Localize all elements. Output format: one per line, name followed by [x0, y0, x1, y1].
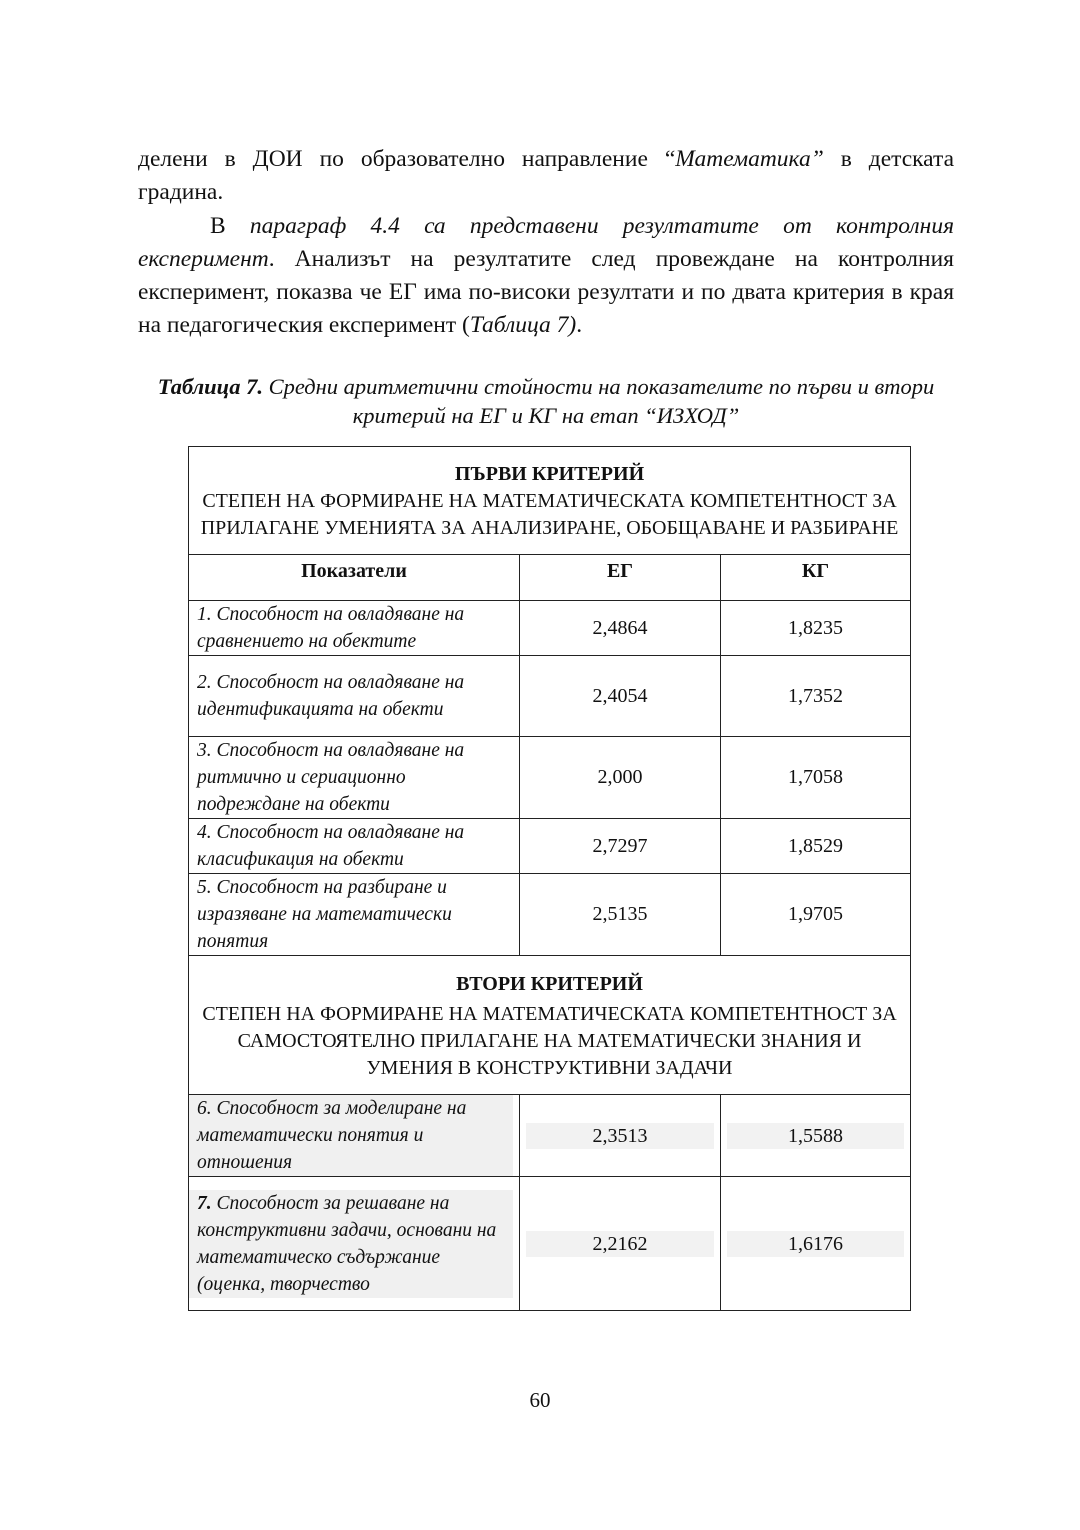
criterion-2-title: ВТОРИ КРИТЕРИЙ	[456, 972, 643, 995]
kg-value: 1,7058	[721, 737, 911, 819]
results-table	[188, 446, 911, 1311]
criterion-1-row	[189, 447, 911, 555]
criterion-1-title: ПЪРВИ КРИТЕРИЙ	[454, 463, 645, 485]
kg-value: 1,6176	[727, 1231, 904, 1257]
table-row	[189, 601, 911, 656]
criterion-1-description: СТЕПЕН НА ФОРМИРАНЕ НА МАТЕМАТИЧЕСКАТА КОМПЕТЕНТНОСТ ЗА ПРИЛАГАНЕ УМЕНИЯТА ЗА АНАЛИЗИРАНЕ, ОБОБЩАВАНЕ И РАЗБИРАНЕ	[200, 490, 899, 539]
kg-value-cell	[721, 1095, 911, 1177]
indicator-number: 7.	[197, 1192, 212, 1214]
kg-value: 1,8529	[721, 819, 911, 874]
criterion-2-description: СТЕПЕН НА ФОРМИРАНЕ НА МАТЕМАТИЧЕСКАТА КОМПЕТЕНТНОСТ ЗА САМОСТОЯТЕЛНО ПРИЛАГАНЕ НА МАТЕМАТИЧЕСКИ ЗНАНИЯ И УМЕНИЯ В КОНСТРУКТИВНИ ЗАДАЧИ	[202, 1002, 897, 1079]
eg-value: 2,7297	[520, 819, 721, 874]
eg-value: 2,4054	[520, 656, 721, 737]
indicator-cell	[189, 1177, 520, 1311]
eg-value: 2,3513	[526, 1123, 714, 1149]
kg-value-cell	[721, 1177, 911, 1311]
kg-value: 1,5588	[727, 1123, 904, 1149]
caption-text: Средни аритметични стойности на показателите по първи и втори критерий на ЕГ и КГ на етап “ИЗХОД”	[262, 374, 935, 428]
indicator-cell: 4. Способност на овладяване на класификация на обекти	[189, 819, 520, 874]
kg-value: 1,8235	[721, 601, 911, 656]
table-row	[189, 737, 911, 819]
table-row	[189, 1177, 911, 1311]
header-indicators: Показатели	[189, 555, 520, 601]
table-row	[189, 1095, 911, 1177]
kg-value: 1,7352	[721, 656, 911, 737]
eg-value: 2,4864	[520, 601, 721, 656]
header-kg: КГ	[721, 555, 911, 601]
table-row	[189, 819, 911, 874]
indicator-cell: 5. Способност на разбиране и изразяване на математически понятия	[189, 874, 520, 956]
eg-value-cell	[520, 1177, 721, 1311]
eg-value-cell	[520, 1095, 721, 1177]
header-eg: ЕГ	[520, 555, 721, 601]
indicator-cell: 2. Способност на овладяване на идентификацията на обекти	[189, 656, 520, 737]
caption-label: Таблица 7.	[157, 374, 263, 399]
eg-value: 2,000	[520, 737, 721, 819]
intro-paragraph-1: делени в ДОИ по образователно направление “Математика” в детската градина.	[138, 146, 954, 205]
page-number: 60	[529, 1388, 551, 1412]
criterion-1-cell	[189, 447, 911, 555]
kg-value: 1,9705	[721, 874, 911, 956]
indicator-cell: 1. Способност на овладяване на сравнението на обектите	[189, 601, 520, 656]
indicator-text	[189, 1190, 513, 1298]
table-row	[189, 656, 911, 737]
table-row	[189, 874, 911, 956]
indicator-cell	[189, 1095, 520, 1177]
criterion-2-cell	[189, 956, 911, 1095]
header-row	[189, 555, 911, 601]
table-caption	[140, 372, 952, 430]
indicator-cell: 3. Способност на овладяване на ритмично и сериационно подреждане на обекти	[189, 737, 520, 819]
eg-value: 2,5135	[520, 874, 721, 956]
criterion-2-row	[189, 956, 911, 1095]
indicator-body: Способност за решаване на конструктивни задачи, основани на математическо съдържание (оценка, творчество	[197, 1192, 497, 1295]
eg-value: 2,2162	[526, 1231, 714, 1257]
indicator-text: 6. Способност за моделиране на математически понятия и отношения	[189, 1095, 513, 1176]
intro-paragraph-2: В параграф 4.4 са представени резултатите от контролния експеримент. Анализът на резултатите след провеждане на контролния експеримент, показва че ЕГ има по-високи резултати и по двата критерия в края на педагогическия експеримент (Таблица 7).	[138, 213, 954, 338]
